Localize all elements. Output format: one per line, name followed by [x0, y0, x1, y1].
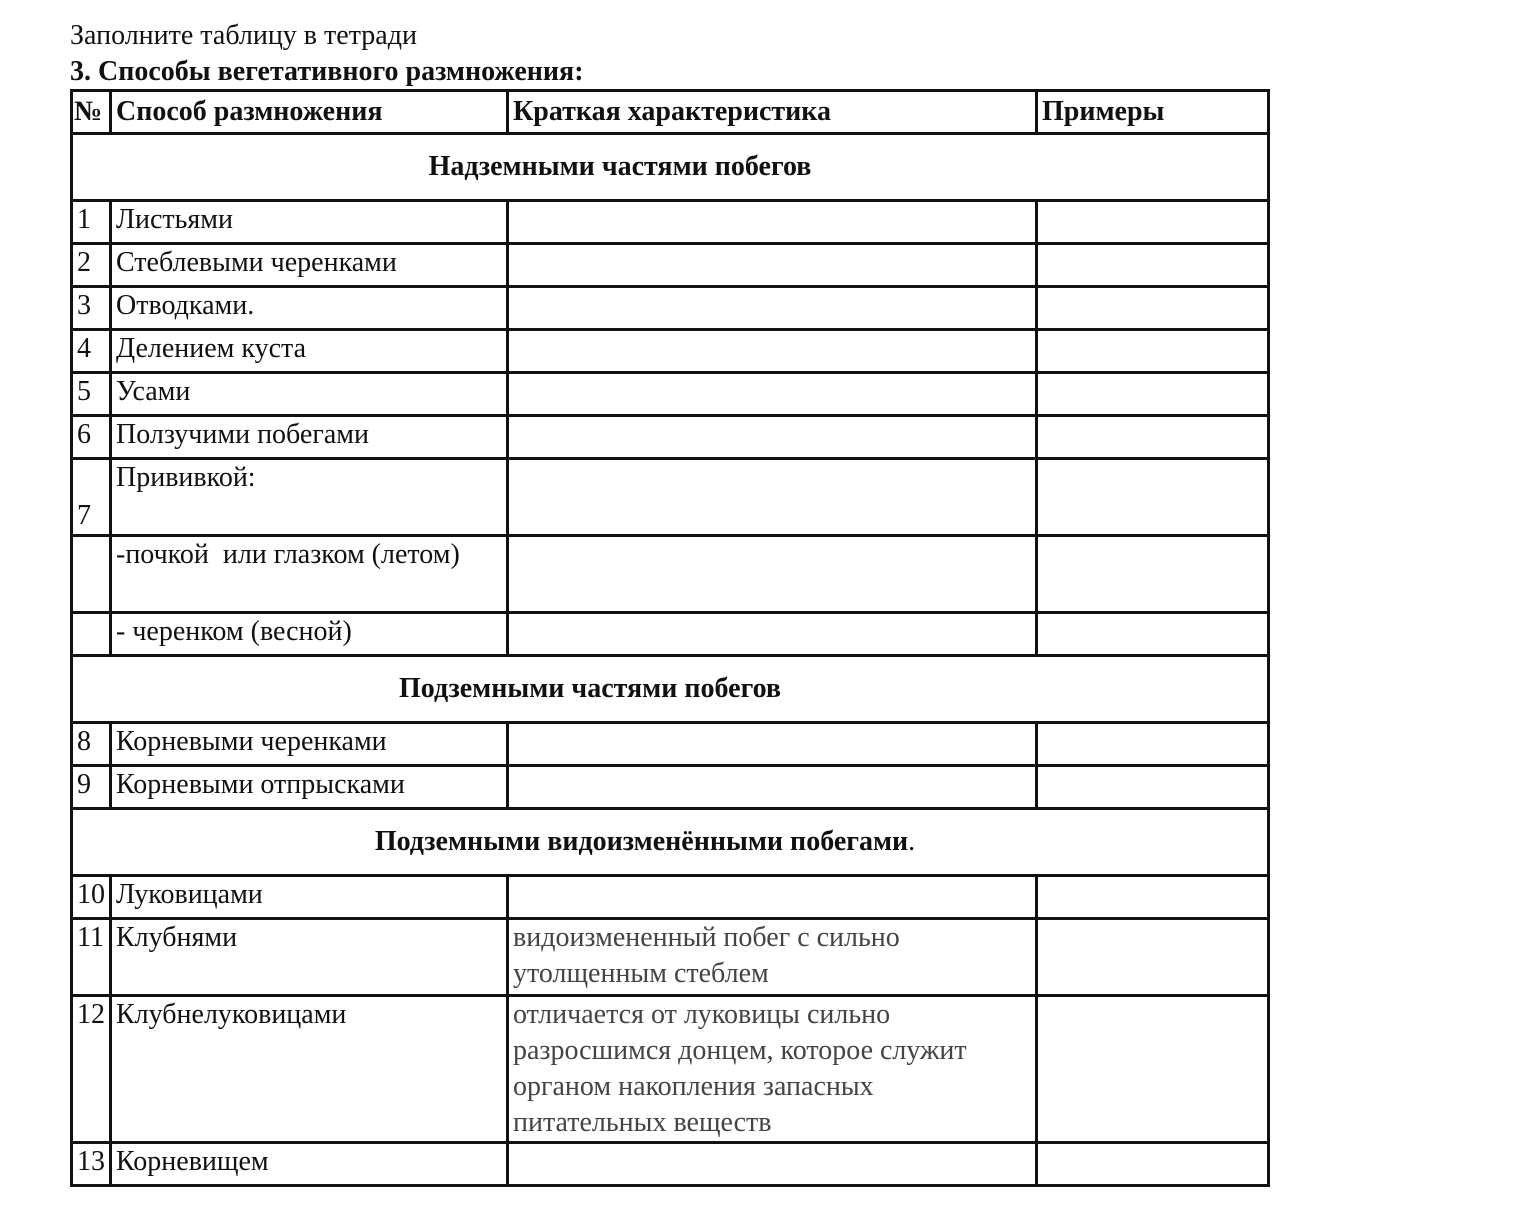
row-num: 1	[72, 201, 111, 244]
row-num: 3	[72, 287, 111, 330]
row-description	[508, 459, 1037, 536]
table-row	[72, 201, 1269, 244]
table-row	[72, 1143, 1269, 1186]
row-num: 7	[72, 459, 111, 536]
row-num: 8	[72, 723, 111, 766]
row-description	[508, 244, 1037, 287]
header-num: №	[72, 91, 111, 134]
section-row	[72, 134, 1269, 201]
section-row	[72, 809, 1269, 876]
row-examples	[1037, 876, 1269, 919]
header-method: Способ размножения	[111, 91, 508, 134]
row-examples	[1037, 373, 1269, 416]
row-method: Усами	[111, 373, 508, 416]
row-examples	[1037, 1143, 1269, 1186]
row-num: 11	[72, 919, 111, 996]
page-heading: 3. Способы вегетативного размножения:	[70, 56, 584, 87]
row-method: Делением куста	[111, 330, 508, 373]
row-examples	[1037, 723, 1269, 766]
row-description	[508, 766, 1037, 809]
table-row	[72, 766, 1269, 809]
row-num: 9	[72, 766, 111, 809]
row-description	[508, 613, 1037, 656]
header-examples: Примеры	[1037, 91, 1269, 134]
table-row	[72, 723, 1269, 766]
table-row	[72, 613, 1269, 656]
intro-text: Заполните таблицу в тетради	[70, 20, 417, 51]
row-method: Клубнелуковицами	[111, 996, 508, 1143]
table-row	[72, 373, 1269, 416]
row-description	[508, 876, 1037, 919]
section-title	[72, 134, 1269, 201]
row-method: Ползучими побегами	[111, 416, 508, 459]
header-description: Краткая характеристика	[508, 91, 1037, 134]
row-examples	[1037, 766, 1269, 809]
row-method: Отводками.	[111, 287, 508, 330]
section-title-text: Надземными частями побегов	[428, 151, 812, 182]
row-num: 4	[72, 330, 111, 373]
row-method: Стеблевыми черенками	[111, 244, 508, 287]
row-examples	[1037, 919, 1269, 996]
row-examples	[1037, 996, 1269, 1143]
row-num	[72, 613, 111, 656]
table-row	[72, 287, 1269, 330]
row-description	[508, 330, 1037, 373]
section-title-text: Подземными частями побегов	[398, 673, 782, 704]
row-num: 6	[72, 416, 111, 459]
row-examples	[1037, 459, 1269, 536]
row-method: Корневыми черенками	[111, 723, 508, 766]
row-examples	[1037, 287, 1269, 330]
row-num: 12	[72, 996, 111, 1143]
description-line: питательных веществ	[513, 1107, 772, 1138]
description-line: видоизмененный побег с сильно	[513, 922, 900, 953]
row-examples	[1037, 613, 1269, 656]
table-row	[72, 459, 1269, 536]
row-method: - черенком (весной)	[111, 613, 508, 656]
section-row	[72, 656, 1269, 723]
row-description	[508, 536, 1037, 613]
row-num: 2	[72, 244, 111, 287]
row-examples	[1037, 330, 1269, 373]
row-description	[508, 373, 1037, 416]
row-examples	[1037, 201, 1269, 244]
table-header-row	[72, 91, 1269, 134]
row-description	[508, 1143, 1037, 1186]
table-row	[72, 536, 1269, 613]
row-description	[508, 919, 1037, 996]
description-line: отличается от луковицы сильно	[513, 999, 891, 1030]
row-description	[508, 201, 1037, 244]
section-title-text-wrap	[375, 826, 915, 857]
row-examples	[1037, 536, 1269, 613]
row-method: Листьями	[111, 201, 508, 244]
description-line: разросшимся донцем, которое служит	[513, 1035, 967, 1066]
section-title	[72, 656, 1269, 723]
table-row	[72, 996, 1269, 1143]
table-row	[72, 876, 1269, 919]
row-examples	[1037, 244, 1269, 287]
row-examples	[1037, 416, 1269, 459]
row-method: Корневыми отпрысками	[111, 766, 508, 809]
table-row	[72, 330, 1269, 373]
description-line: органом накопления запасных	[513, 1071, 874, 1102]
description-line: утолщенным стеблем	[513, 958, 769, 989]
section-title-suffix: .	[908, 826, 916, 857]
row-num: 13	[72, 1143, 111, 1186]
row-method: Прививкой:	[111, 459, 508, 536]
row-method: Клубнями	[111, 919, 508, 996]
row-method: Луковицами	[111, 876, 508, 919]
row-description	[508, 723, 1037, 766]
row-num	[72, 536, 111, 613]
reproduction-table	[70, 89, 1270, 1187]
row-description	[508, 996, 1037, 1143]
table-row	[72, 919, 1269, 996]
row-num: 5	[72, 373, 111, 416]
section-title	[72, 809, 1269, 876]
row-method: Корневищем	[111, 1143, 508, 1186]
table-row	[72, 244, 1269, 287]
row-num: 10	[72, 876, 111, 919]
table-row	[72, 416, 1269, 459]
row-description	[508, 287, 1037, 330]
row-method: -почкой или глазком (летом)	[111, 536, 508, 613]
section-title-text: Подземными видоизменёнными побегами	[374, 826, 909, 857]
row-description	[508, 416, 1037, 459]
